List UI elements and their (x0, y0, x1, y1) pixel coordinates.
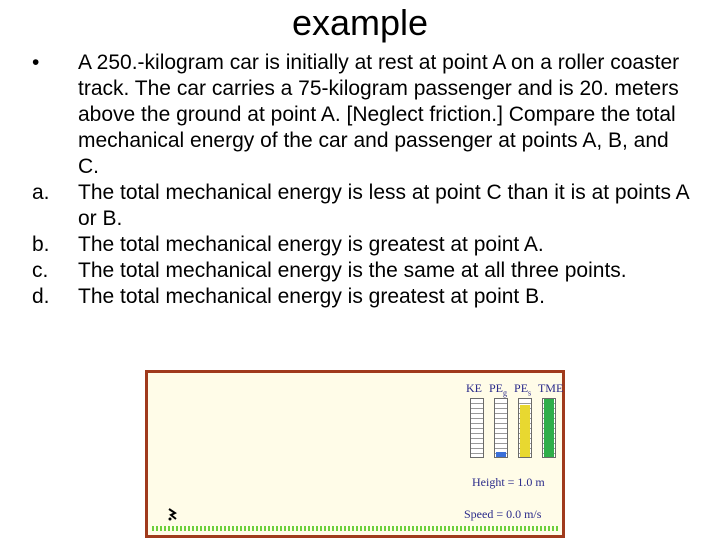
roller-coaster-simulation (145, 370, 565, 538)
pes-bar (518, 398, 532, 458)
energy-bar-labels (466, 381, 567, 397)
option-text: The total mechanical energy is less at point C than it is at points A or B. (78, 181, 689, 230)
question-text: A 250.-kilogram car is initially at rest at point A on a roller coaster track. The car carries a 75-kilogram passenger and is 20. meters above the ground at point A. [Neglect friction.] Compare the total mechanical energy of the car and passenger at points A, B, and C. (78, 51, 680, 178)
option-d (32, 284, 692, 310)
option-b (32, 232, 692, 258)
question-content (32, 50, 692, 310)
bullet-marker: • (32, 51, 40, 74)
slide-title: example (291, 2, 429, 43)
option-text: The total mechanical energy is greatest at point B. (78, 285, 545, 308)
option-text: The total mechanical energy is the same at all three points. (78, 259, 627, 282)
option-a (32, 180, 692, 232)
option-marker: b. (32, 233, 50, 256)
peg-bar-fill (496, 452, 506, 457)
question-item (32, 50, 692, 180)
pes-label: $PE_s$ (514, 381, 532, 398)
option-c (32, 258, 692, 284)
ground-track (152, 526, 558, 531)
option-marker: c. (32, 259, 49, 282)
height-readout: Height = 1.0 m (472, 475, 545, 489)
speed-readout: Speed = 0.0 m/s (464, 507, 542, 521)
ke-bar (470, 398, 484, 458)
option-marker: a. (32, 181, 50, 204)
ke-label: KE (466, 381, 482, 395)
option-text: The total mechanical energy is greatest at point A. (78, 233, 544, 256)
roller-coaster-car-icon (166, 507, 180, 521)
peg-label: $PE_g$ (489, 381, 508, 398)
tme-bar-fill (544, 399, 554, 457)
tme-label: TME (537, 381, 564, 395)
peg-bar (494, 398, 508, 458)
tme-bar (542, 398, 556, 458)
pes-bar-fill (520, 405, 530, 457)
option-marker: d. (32, 285, 50, 308)
